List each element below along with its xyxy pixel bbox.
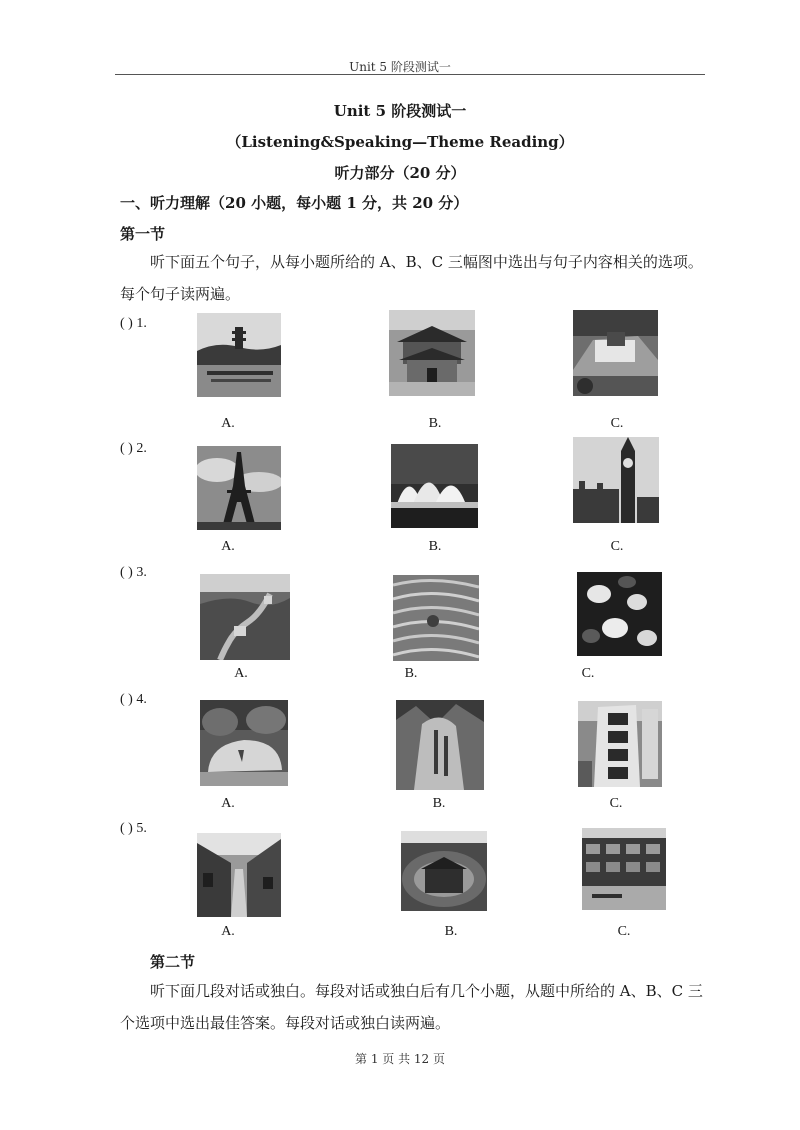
mount-tai-rock-icon[interactable]	[200, 700, 288, 786]
big-ben-icon[interactable]	[573, 437, 659, 523]
option-2-a: A.	[221, 539, 235, 554]
option-5-b: B.	[444, 924, 458, 939]
option-1-b: B.	[428, 416, 442, 431]
tulou-icon[interactable]	[401, 831, 487, 911]
question-label-4: ( ) 4.	[120, 692, 147, 707]
option-3-c: C.	[581, 666, 595, 681]
option-5-c: C.	[617, 924, 631, 939]
page-title: Unit 5 阶段测试一	[333, 102, 467, 120]
question-label-1: ( ) 1.	[120, 316, 147, 331]
subsection-instruction-1: 听下面五个句子，从每小题所给的 A、B、C 三幅图中选出与句子内容相关的选项。每个句子读两遍。	[120, 253, 703, 303]
wuyue-duzun-rock-icon[interactable]	[578, 701, 662, 787]
great-wall-icon[interactable]	[200, 574, 290, 660]
terraced-fields-icon[interactable]	[393, 575, 479, 661]
pagoda-lake-icon[interactable]	[197, 313, 281, 397]
option-1-c: C.	[610, 416, 624, 431]
page-subtitle: （Listening&Speaking—Theme Reading）	[226, 133, 574, 151]
option-1-a: A.	[221, 416, 235, 431]
eiffel-tower-icon[interactable]	[197, 446, 281, 530]
option-3-a: A.	[234, 666, 248, 681]
question-label-3: ( ) 3.	[120, 565, 147, 580]
hutong-alley-icon[interactable]	[197, 833, 281, 917]
option-4-b: B.	[432, 796, 446, 811]
question-label-2: ( ) 2.	[120, 441, 147, 456]
sydney-opera-house-icon[interactable]	[391, 444, 478, 528]
option-4-c: C.	[609, 796, 623, 811]
potala-palace-icon[interactable]	[573, 310, 658, 396]
subsection-instruction-2: 听下面几段对话或独白。每段对话或独白后有几个小题，从题中所给的 A、B、C 三个选项中选出最佳答案。每段对话或独白读两遍。	[120, 982, 703, 1032]
option-5-a: A.	[221, 924, 235, 939]
palace-gate-icon[interactable]	[389, 310, 475, 396]
option-2-c: C.	[610, 539, 624, 554]
option-2-b: B.	[428, 539, 442, 554]
question-label-5: ( ) 5.	[120, 821, 147, 836]
part-title: 听力部分（20 分）	[334, 164, 466, 182]
lotus-flowers-icon[interactable]	[577, 572, 662, 656]
stilt-houses-icon[interactable]	[582, 828, 666, 910]
subsection-title-2: 第二节	[150, 953, 196, 971]
page-footer: 第 1 页 共 12 页	[355, 1052, 445, 1066]
huashan-rock-icon[interactable]	[396, 700, 484, 790]
header-divider	[115, 74, 705, 75]
option-4-a: A.	[221, 796, 235, 811]
option-3-b: B.	[404, 666, 418, 681]
page-header: Unit 5 阶段测试一	[349, 60, 451, 74]
subsection-title-1: 第一节	[120, 225, 166, 243]
section-title: 一、听力理解（20 小题，每小题 1 分，共 20 分）	[120, 194, 469, 212]
